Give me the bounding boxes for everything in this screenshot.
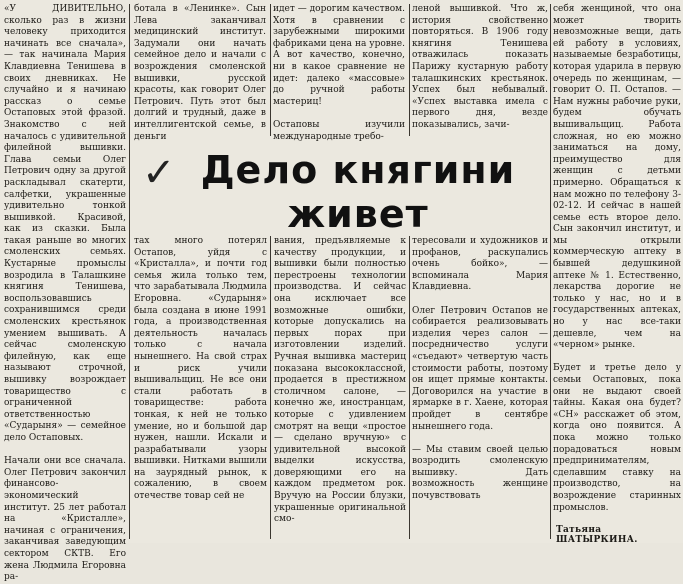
article-column-4-bottom: тересовали и художников и профанов, раскупались очень бойко», — вспоминала Мария Клавдиевна. Олег Петрович Остапов не собирается реализовывать изделия через салон — посредничество услуги «съедают» четвертую часть стоимости работы, поэтому он ищет прямые контакты. Договорился на участие в ярмарке в г. Хаене, которая пройдет в сентябре нынешнего года. — Мы ставим своей целью возродить смоленскую вышивку. Дать возможность женщине почувствовать	[412, 236, 548, 502]
column-divider	[409, 4, 410, 136]
article-column-2-top: ботала в «Ленинке». Сын Лева заканчивал медицинский институт. Задумали они начать семейное дело и начали с возрождения смоленской вышивки, русской красоты, как говорит Олег Петрович. Путь этот был долгий и трудный, даже в интеллигентской семье, в деньги	[134, 4, 266, 142]
column-divider	[270, 236, 271, 539]
headline-line-2: живет	[287, 192, 429, 236]
article-column-3-bottom: вания, предъявляемые к качеству продукции, и вышивки были полностью перестроены технологии производства. И сейчас она исключает все возможные ошибки, которые допускались на первых порах при изготовлении изделий. Ручная вышивка мастериц показана высококлассной, продается в престижном столичном салоне, — конечно же, иностранцам, которые с удивлением смотрят на вещи «простое — сделано вручную» с удивительной высокой выделки искусства, доверяющими его на каждом предметом рок. Вручую на России блузки, украшенные оригинальной смо-	[274, 236, 406, 525]
headline	[178, 148, 538, 238]
article-column-4-top: леной вышивкой. Что ж, история свойственно повторяться. В 1906 году княгиня Тенишева отважилась показать Парижу кустарную работу талашкинских крестьянок. Успех был небывалый. «Успех выставка имела с первого дня, везде показывались, зачи-	[412, 4, 548, 130]
column-divider	[550, 4, 551, 539]
article-column-3-top: идет — дорогим качеством. Хотя в сравнении с зарубежными широкими фабриками цена на уровне. А вот качество, конечно, ни в какое сравнение не идет: далеко «массовые» до ручной работы мастериц! Остаповы изучили международные требо-	[273, 4, 405, 142]
article-column-2-bottom: тах много потерял Остапов, уйдя с «Кристалла», и почти год семья жила только тем, что зарабатывала Людмила Егоровна. «Сударыня» была создана в июне 1991 года, а производственная деятельность началась только с начала нынешнего. На свой страх и риск учили вышивальщиц. Не все они стали работать в товариществе: работа тонкая, к ней не только умение, но и большой дар нужен, нашли. Искали и разрабатывали узоры вышивки. Нитками вышили на заурядный рынок, к сожалению, в своем отечестве товар сей не	[134, 236, 267, 502]
column-divider	[129, 4, 130, 539]
column-divider	[270, 4, 271, 136]
headline-line-1: Дело княгини	[200, 148, 516, 192]
article-column-5: себя женщиной, что она может творить невозможные вещи, дать ей работу в условиях, называемые безработицы, которая ударила в первую очередь по женщинам, — говорит О. П. Остапов. — Нам нужны рабочие руки, будем обучать вышивальщиц. Работа сложная, но ею можно заниматься на дому, преимущество для женщин с детьми примерно. Обращаться к нам можно по телефону 3-02-12. И сейчас в нашей семье есть второе дело. Сын закончил институт, и мы открыли коммерческую аптеку в бывшей дедушкиной аптеке № 1. Естественно, лекарства дорогие не только у нас, но и в государственных аптеках, но у нас все-таки дешевле, чем на «черном» рынке. Будет и третье дело у семьи Остаповых, пока они не выдают своей тайны. Какая она будет? «СН» расскажет об этом, когда оно появится. А пока можно только порадоваться новым предпринимателям, сделавшим ставку на производство, на возрождение старинных промыслов.	[553, 4, 681, 513]
author-byline: Татьяна ШАТЫРКИНА.	[556, 525, 638, 545]
article-column-1: «У ДИВИТЕЛЬНО, сколько раз в жизни человеку приходится начинать все сначала», — так начинала Мария Клавдиевна Тенишева в своих дневниках. Не случайно и я начинаю рассказ о семье Остаповых этой фразой. Знакомство с ней началось с удивительной филейной вышивки. Глава семьи Олег Петрович одну за другой раскладывал скатерти, салфетки, украшенные удивительно тонкой вышивкой. Красивой, как из сказки. Была такая раньше во многих смоленских семьях. Кустарные промыслы возродила в Талашкине княгиня Тенишева, воспользовавшись сохранившимся среди смоленских крестьянок умением вышивать. А сейчас смоленскую филейную, как еще называют строчной, вышивку возрождает товарищество с ограниченной ответственностью «Сударыня» — семейное дело Остаповых. Начали они все сначала. Олег Петрович закончил финансово-экономический институт. 25 лет работал на «Кристалле», начиная с ограничения, заканчивая заведующим сектором СКТВ. Его жена Людмила Егоровна ра-	[4, 4, 126, 583]
column-divider	[409, 236, 410, 539]
check-mark-icon: ✓	[142, 150, 176, 196]
